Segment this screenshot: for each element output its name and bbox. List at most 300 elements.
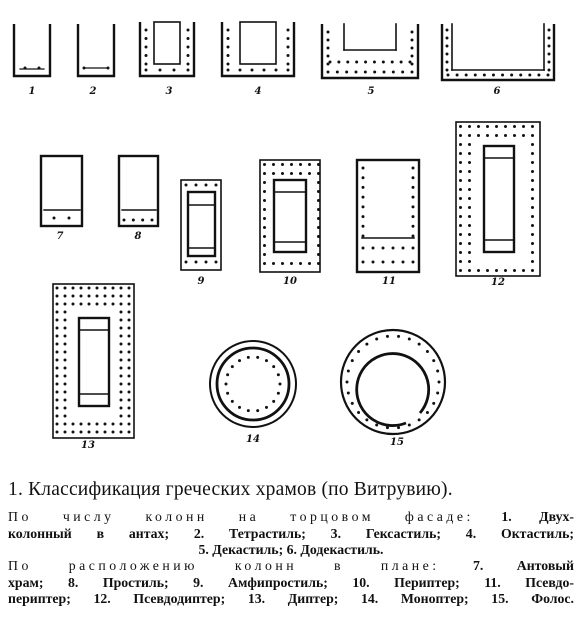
plan-12-columns bbox=[468, 161, 471, 164]
plan-3-columns bbox=[187, 69, 190, 72]
plan-14-column bbox=[231, 400, 234, 403]
plan-5-columns bbox=[401, 71, 404, 74]
plan-3-columns bbox=[159, 69, 162, 72]
plan-11-side-columns bbox=[362, 167, 365, 170]
plan-14-column bbox=[279, 383, 282, 386]
plan-3-side-columns bbox=[187, 63, 190, 66]
plan-10-columns bbox=[317, 244, 320, 247]
plan-13-columns bbox=[104, 295, 107, 298]
plan-13-columns bbox=[112, 303, 115, 306]
plan-12-columns bbox=[468, 179, 471, 182]
plan-10-columns bbox=[263, 190, 266, 193]
plan-label-1: 1 bbox=[28, 86, 36, 97]
plan-12-columns bbox=[486, 269, 489, 272]
plan-13-columns bbox=[120, 351, 123, 354]
plan-5-columns bbox=[355, 61, 358, 64]
plan-5-columns bbox=[411, 71, 414, 74]
plan-14-column bbox=[247, 409, 250, 412]
plan-12-columns bbox=[459, 197, 462, 200]
plan-13-columns bbox=[120, 335, 123, 338]
plan-10-columns bbox=[290, 262, 293, 265]
plan-13-columns bbox=[128, 303, 131, 306]
plan-6-columns bbox=[456, 74, 459, 77]
plan-15-column bbox=[438, 381, 441, 384]
plan-8-cella bbox=[119, 156, 158, 226]
plan-10-columns bbox=[281, 172, 284, 175]
plan-5-columns bbox=[383, 71, 386, 74]
plan-12-columns bbox=[468, 143, 471, 146]
plan-13-columns bbox=[104, 423, 107, 426]
plan-5-columns bbox=[382, 61, 385, 64]
plan-10-cella bbox=[274, 180, 306, 252]
plan-12-columns bbox=[459, 188, 462, 191]
plan-13-columns bbox=[128, 423, 131, 426]
plan-10-columns bbox=[308, 262, 311, 265]
plan-12-columns bbox=[504, 134, 507, 137]
plan-13-cella bbox=[79, 318, 109, 406]
plan-13-columns bbox=[120, 383, 123, 386]
plan-13-columns bbox=[56, 375, 59, 378]
plan-14-column bbox=[272, 365, 275, 368]
plan-3-walls bbox=[140, 22, 194, 76]
plan-13-columns bbox=[64, 319, 67, 322]
plan-11-columns bbox=[402, 261, 405, 264]
plan-12-columns bbox=[468, 224, 471, 227]
plan-12-columns bbox=[459, 269, 462, 272]
section-plan-line-1 bbox=[8, 558, 574, 575]
plan-3-columns bbox=[145, 69, 148, 72]
plan-10-columns bbox=[290, 163, 293, 166]
plan-10-columns bbox=[317, 172, 320, 175]
plan-10-columns bbox=[263, 181, 266, 184]
plan-10-columns bbox=[317, 253, 320, 256]
plan-11-side-columns bbox=[412, 215, 415, 218]
plan-4-columns bbox=[239, 69, 242, 72]
plan-label-6: 6 bbox=[493, 86, 501, 97]
plan-13-columns bbox=[56, 311, 59, 314]
plan-5-side-columns bbox=[327, 55, 330, 58]
plan-13-columns bbox=[128, 335, 131, 338]
plan-6-side-columns bbox=[548, 53, 551, 56]
plan-4-side-columns bbox=[227, 63, 230, 66]
plan-10-columns bbox=[317, 235, 320, 238]
plan-15-column bbox=[426, 350, 429, 353]
plan-13-columns bbox=[120, 295, 123, 298]
plan-10-columns bbox=[290, 172, 293, 175]
plan-13-columns bbox=[64, 351, 67, 354]
plan-13-columns bbox=[112, 423, 115, 426]
plan-label-12: 12 bbox=[491, 277, 505, 288]
plan-3-side-columns bbox=[145, 29, 148, 32]
plan-6-columns bbox=[519, 74, 522, 77]
plan-13-columns bbox=[120, 319, 123, 322]
plan-13-columns bbox=[64, 367, 67, 370]
plan-12-columns bbox=[468, 206, 471, 209]
plan-5-columns bbox=[391, 61, 394, 64]
plan-5-side-columns bbox=[327, 47, 330, 50]
plan-14-column bbox=[265, 406, 268, 409]
plan-13-columns bbox=[56, 431, 59, 434]
plan-8-columns bbox=[132, 219, 135, 222]
plan-14-stylobate bbox=[217, 348, 289, 420]
plan-12-columns bbox=[459, 251, 462, 254]
plan-10-columns bbox=[272, 172, 275, 175]
plan-9-columns bbox=[215, 184, 218, 187]
plan-6-columns bbox=[537, 74, 540, 77]
plan-13-columns bbox=[96, 423, 99, 426]
plan-5-side-columns bbox=[411, 31, 414, 34]
plan-13-columns bbox=[56, 407, 59, 410]
plan-12-columns bbox=[459, 134, 462, 137]
plan-13-columns bbox=[120, 367, 123, 370]
plan-5-columns bbox=[355, 71, 358, 74]
plan-13-columns bbox=[128, 431, 131, 434]
plan-10-columns bbox=[299, 172, 302, 175]
plan-15-column bbox=[357, 411, 360, 414]
plan-12-columns bbox=[495, 134, 498, 137]
plan-5-side-columns bbox=[411, 63, 414, 66]
plan-12-columns bbox=[468, 269, 471, 272]
plan-12-columns bbox=[522, 125, 525, 128]
plan-6-side-columns bbox=[548, 45, 551, 48]
plan-13-columns bbox=[88, 295, 91, 298]
plan-6-side-columns bbox=[548, 29, 551, 32]
plan-12-columns bbox=[468, 233, 471, 236]
plan-15-column bbox=[436, 392, 439, 395]
plan-13-columns bbox=[56, 367, 59, 370]
plan-5-columns bbox=[392, 71, 395, 74]
plan-10-columns bbox=[308, 163, 311, 166]
plan-12-columns bbox=[531, 161, 534, 164]
plan-10-columns bbox=[272, 163, 275, 166]
plan-11-columns bbox=[382, 261, 385, 264]
plan-6-columns bbox=[465, 74, 468, 77]
plan-13-columns bbox=[120, 359, 123, 362]
plan-label-8: 8 bbox=[134, 231, 142, 242]
plan-10-columns bbox=[281, 163, 284, 166]
plan-3-side-columns bbox=[145, 46, 148, 49]
plan-12-columns bbox=[468, 215, 471, 218]
plan-12-columns bbox=[468, 197, 471, 200]
plan-5-side-columns bbox=[411, 47, 414, 50]
plan-13-columns bbox=[72, 431, 75, 434]
plan-13-columns bbox=[120, 311, 123, 314]
plan-9-columns bbox=[185, 261, 188, 264]
plan-11-side-columns bbox=[412, 167, 415, 170]
plan-13-columns bbox=[64, 359, 67, 362]
plan-13-columns bbox=[56, 351, 59, 354]
section-plan-line-2: храм; 8. Простиль; 9. Амфипростиль; 10. Периптер; 11. Псевдо- bbox=[8, 574, 574, 590]
plan-3-side-columns bbox=[187, 37, 190, 40]
plan-13-columns bbox=[88, 423, 91, 426]
plan-12-columns bbox=[459, 179, 462, 182]
plan-13-columns bbox=[128, 319, 131, 322]
plan-5-columns bbox=[337, 61, 340, 64]
plan-15-column bbox=[418, 418, 421, 421]
plan-15-column bbox=[436, 369, 439, 372]
plan-label-9: 9 bbox=[197, 276, 205, 287]
plan-10-columns bbox=[263, 208, 266, 211]
plan-13-columns bbox=[96, 303, 99, 306]
plan-13-columns bbox=[120, 327, 123, 330]
plan-13-columns bbox=[120, 287, 123, 290]
plan-13-columns bbox=[128, 415, 131, 418]
plan-13-columns bbox=[56, 327, 59, 330]
plan-4-side-columns bbox=[227, 29, 230, 32]
plan-13-columns bbox=[56, 319, 59, 322]
plan-13-columns bbox=[120, 431, 123, 434]
plan-4-columns bbox=[227, 69, 230, 72]
plan-15-column bbox=[347, 392, 350, 395]
plan-13-columns bbox=[120, 343, 123, 346]
plan-4-cella bbox=[240, 22, 276, 64]
plan-10-columns bbox=[263, 235, 266, 238]
plan-12-columns bbox=[495, 125, 498, 128]
plan-15-column bbox=[351, 359, 354, 362]
plan-5-side-columns bbox=[327, 39, 330, 42]
plan-label-14: 14 bbox=[246, 434, 260, 445]
plan-13-columns bbox=[64, 343, 67, 346]
plan-5-columns bbox=[364, 71, 367, 74]
plan-15-column bbox=[408, 337, 411, 340]
plan-5-columns bbox=[373, 71, 376, 74]
plan-10-columns bbox=[263, 244, 266, 247]
plan-4-side-columns bbox=[227, 37, 230, 40]
plan-3-side-columns bbox=[145, 54, 148, 57]
plan-12-columns bbox=[513, 269, 516, 272]
plan-10-columns bbox=[272, 262, 275, 265]
plan-13-columns bbox=[64, 431, 67, 434]
plan-10-columns bbox=[299, 163, 302, 166]
plan-13-columns bbox=[56, 295, 59, 298]
plan-12-columns bbox=[531, 188, 534, 191]
plan-12-columns bbox=[495, 269, 498, 272]
plan-13-columns bbox=[112, 295, 115, 298]
plan-13-columns bbox=[96, 287, 99, 290]
plan-label-5: 5 bbox=[367, 86, 375, 97]
plan-4-side-columns bbox=[287, 63, 290, 66]
plan-13-columns bbox=[64, 399, 67, 402]
plan-14-column bbox=[225, 383, 228, 386]
plan-10-columns bbox=[263, 199, 266, 202]
plan-12-columns bbox=[459, 215, 462, 218]
plan-10-columns bbox=[317, 262, 320, 265]
plan-10-columns bbox=[281, 262, 284, 265]
figure-caption: 1. Классификация греческих храмов (по Витрувию). bbox=[8, 479, 453, 500]
plan-12-columns bbox=[531, 251, 534, 254]
plan-9-columns bbox=[185, 184, 188, 187]
plan-13-columns bbox=[72, 303, 75, 306]
plan-12-columns bbox=[459, 125, 462, 128]
plan-14-column bbox=[277, 373, 280, 376]
plan-10-columns bbox=[263, 163, 266, 166]
plan-12-columns bbox=[459, 242, 462, 245]
plan-4-side-columns bbox=[287, 46, 290, 49]
plan-12-columns bbox=[459, 170, 462, 173]
plan-5-columns bbox=[327, 71, 330, 74]
plan-13-columns bbox=[112, 287, 115, 290]
plan-13-columns bbox=[56, 343, 59, 346]
plan-4-side-columns bbox=[287, 29, 290, 32]
plan-12-columns bbox=[459, 152, 462, 155]
plan-13-columns bbox=[56, 399, 59, 402]
plan-4-columns bbox=[287, 69, 290, 72]
plan-12-columns bbox=[468, 125, 471, 128]
plan-6-side-columns bbox=[446, 37, 449, 40]
plan-13-columns bbox=[128, 375, 131, 378]
plan-11-columns bbox=[392, 261, 395, 264]
plan-6-columns bbox=[510, 74, 513, 77]
plan-label-4: 4 bbox=[254, 86, 262, 97]
plan-label-13: 13 bbox=[81, 440, 95, 451]
plan-14-column bbox=[238, 359, 241, 362]
plan-14-column bbox=[247, 356, 250, 359]
plan-3-side-columns bbox=[187, 29, 190, 32]
plan-13-columns bbox=[64, 303, 67, 306]
plan-14-column bbox=[265, 359, 268, 362]
plan-14-column bbox=[277, 392, 280, 395]
plan-11-side-columns bbox=[362, 215, 365, 218]
plan-11-columns bbox=[402, 247, 405, 250]
plan-13-columns bbox=[56, 415, 59, 418]
plan-14-column bbox=[256, 409, 259, 412]
plan-12-cella bbox=[484, 146, 514, 252]
plan-10-columns bbox=[317, 199, 320, 202]
plan-13-columns bbox=[64, 375, 67, 378]
plan-12-columns bbox=[531, 269, 534, 272]
plan-11-side-columns bbox=[412, 225, 415, 228]
plan-7-column bbox=[68, 217, 71, 220]
plan-11-side-columns bbox=[362, 225, 365, 228]
plan-6-columns bbox=[547, 74, 550, 77]
plan-13-columns bbox=[128, 287, 131, 290]
plan-15-column bbox=[432, 359, 435, 362]
plan-13-columns bbox=[120, 415, 123, 418]
plan-14-column bbox=[226, 373, 229, 376]
plan-6-side-columns bbox=[446, 69, 449, 72]
plan-5-columns bbox=[364, 61, 367, 64]
plan-14-column bbox=[226, 392, 229, 395]
plan-13-columns bbox=[80, 303, 83, 306]
plan-12-columns bbox=[459, 233, 462, 236]
plan-13-columns bbox=[120, 399, 123, 402]
plan-11-side-columns bbox=[412, 205, 415, 208]
plan-12-columns bbox=[531, 206, 534, 209]
plan-13-columns bbox=[128, 295, 131, 298]
plan-11-frame bbox=[357, 160, 419, 272]
plan-12-columns bbox=[522, 134, 525, 137]
plan-13-columns bbox=[88, 431, 91, 434]
plan-12-columns bbox=[468, 170, 471, 173]
section-plan-text-1: 7. Антовый bbox=[439, 558, 574, 573]
plan-4-walls bbox=[222, 22, 294, 76]
plan-5-columns bbox=[345, 71, 348, 74]
plan-12-columns bbox=[531, 143, 534, 146]
plan-6-side-columns bbox=[548, 61, 551, 64]
plan-label-11: 11 bbox=[382, 276, 396, 287]
plan-13-columns bbox=[64, 423, 67, 426]
plan-label-2: 2 bbox=[89, 86, 97, 97]
plan-5-side-columns bbox=[411, 39, 414, 42]
plan-11-side-columns bbox=[412, 176, 415, 179]
plan-label-10: 10 bbox=[283, 276, 297, 287]
plan-13-columns bbox=[96, 295, 99, 298]
plan-15-column bbox=[347, 369, 350, 372]
plan-11-columns bbox=[362, 261, 365, 264]
plan-5-columns bbox=[346, 61, 349, 64]
plan-12-columns bbox=[477, 269, 480, 272]
plan-13-columns bbox=[128, 367, 131, 370]
plan-12-columns bbox=[468, 260, 471, 263]
plan-13-columns bbox=[56, 303, 59, 306]
plan-7-column bbox=[53, 217, 56, 220]
plan-15-column bbox=[397, 335, 400, 338]
plan-15-column bbox=[351, 402, 354, 405]
plan-12-columns bbox=[459, 260, 462, 263]
plan-4-side-columns bbox=[227, 54, 230, 57]
plan-10-columns bbox=[317, 208, 320, 211]
plan-9-columns bbox=[215, 261, 218, 264]
plan-9-columns bbox=[205, 184, 208, 187]
plan-13-columns bbox=[56, 335, 59, 338]
plan-11-columns bbox=[382, 247, 385, 250]
plan-12-columns bbox=[459, 224, 462, 227]
plan-6-side-columns bbox=[446, 45, 449, 48]
section-plan-columns bbox=[8, 558, 574, 608]
plan-12-columns bbox=[468, 188, 471, 191]
plan-10-columns bbox=[263, 262, 266, 265]
plan-13-columns bbox=[120, 375, 123, 378]
plan-6-columns bbox=[492, 74, 495, 77]
plan-10-columns bbox=[317, 163, 320, 166]
plan-5-columns bbox=[373, 61, 376, 64]
plan-13-columns bbox=[64, 391, 67, 394]
plan-10-columns bbox=[317, 190, 320, 193]
plan-6-side-columns bbox=[446, 29, 449, 32]
plan-12-columns bbox=[468, 134, 471, 137]
plan-11-columns bbox=[412, 261, 415, 264]
plan-5-side-columns bbox=[327, 31, 330, 34]
section-facade-heading: По числу колонн на торцовом фасаде: bbox=[8, 509, 474, 524]
plan-14-column bbox=[238, 406, 241, 409]
plan-10-frame bbox=[260, 160, 320, 272]
plan-12-columns bbox=[531, 152, 534, 155]
plan-13-columns bbox=[64, 311, 67, 314]
plan-8-columns bbox=[123, 219, 126, 222]
plan-13-columns bbox=[128, 327, 131, 330]
plan-9-columns bbox=[205, 261, 208, 264]
plan-13-columns bbox=[128, 399, 131, 402]
plan-10-columns bbox=[263, 226, 266, 229]
plan-6-side-columns bbox=[548, 37, 551, 40]
plan-11-columns bbox=[372, 247, 375, 250]
plan-12-columns bbox=[486, 134, 489, 137]
plan-3-side-columns bbox=[145, 37, 148, 40]
plan-3-side-columns bbox=[187, 46, 190, 49]
plan-13-columns bbox=[128, 407, 131, 410]
plan-13-columns bbox=[64, 287, 67, 290]
plan-12-columns bbox=[459, 161, 462, 164]
plan-13-columns bbox=[80, 295, 83, 298]
plan-13-columns bbox=[64, 327, 67, 330]
plan-12-columns bbox=[531, 125, 534, 128]
plan-10-columns bbox=[263, 253, 266, 256]
plan-5-columns bbox=[336, 71, 339, 74]
plan-11-side-columns bbox=[412, 235, 415, 238]
plan-6-columns bbox=[483, 74, 486, 77]
plan-11-side-columns bbox=[362, 196, 365, 199]
plan-3-columns bbox=[173, 69, 176, 72]
